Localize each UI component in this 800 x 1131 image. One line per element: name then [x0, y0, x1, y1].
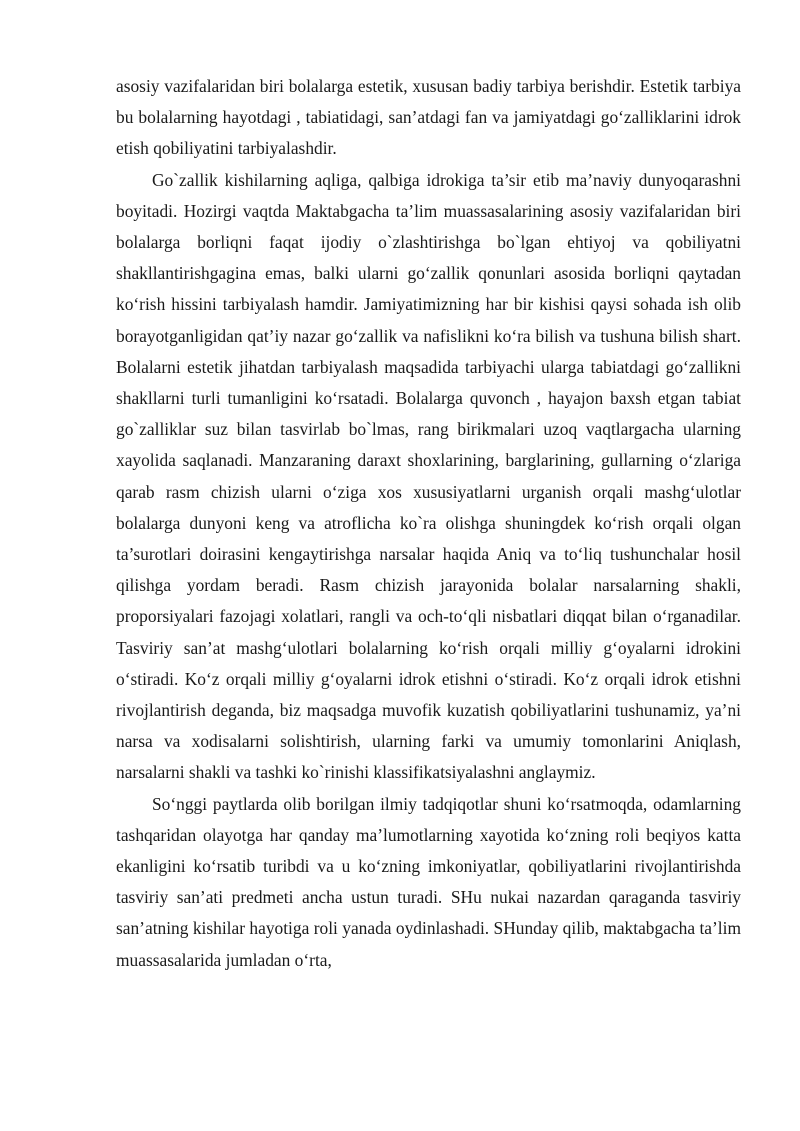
- paragraph-beauty: Go`zallik kishilarning aqliga, qalbiga idrokiga ta’sir etib ma’naviy dunyoqarashni boyitadi. Hozirgi vaqtda Maktabgacha ta’lim muassasalarining asosiy vazifalaridan biri bolalarga borliqni faqat ijodiy o`zlashtirishga bo`lgan ehtiyoj va qobiliyatni shakllantirishgagina emas, balki ularni go‘zallik qonunlari asosida borliqni qaytadan ko‘rish hissini tarbiyalash hamdir. Jamiyatimizning har bir kishisi qaysi sohada ish olib borayotganligidan qat’iy nazar go‘zallik va nafislikni ko‘ra bilish va tushuna bilish shart. Bolalarni estetik jihatdan tarbiyalash maqsadida tarbiyachi ularga tabiatdagi go‘zallikni shakllarni turli tumanligini ko‘rsatadi. Bolalarga quvonch , hayajon baxsh etgan tabiat go`zalliklar suz bilan tasvirlab bo`lmas, rang birikmalari uzoq vaqtlargacha ularning xayolida saqlanadi. Manzaraning daraxt shoxlarining, barglarining, gullarning o‘zlariga qarab rasm chizish ularni o‘ziga xos xususiyatlarni urganish orqali mashg‘ulotlar bolalarga dunyoni keng va atroflicha ko`ra olishga shuningdek ko‘rish orqali olgan ta’surotlari doirasini kengaytirishga narsalar haqida Aniq va to‘liq tushunchalar hosil qilishga yordam beradi. Rasm chizish jarayonida bolalar narsalarning shakli, proporsiyalari fazojagi xolatlari, rangli va och-to‘qli nisbatlari diqqat bilan o‘rganadilar. Tasviriy san’at mashg‘ulotlari bolalarning ko‘rish orqali milliy g‘oyalarni idrokini o‘stiradi. Ko‘z orqali milliy g‘oyalarni idrok etishni o‘stiradi. Ko‘z orqali idrok etishni rivojlantirish deganda, biz maqsadga muvofik kuzatish qobiliyatlarini tushunamiz, ya’ni narsa va xodisalarni solishtirish, ularning farki va umumiy tomonlarini Aniqlash, narsalarni shakli va tashki ko`rinishi klassifikatsiyalashni anglaymiz.: [116, 169, 741, 783]
- paragraph-continuation: asosiy vazifalaridan biri bolalarga estetik, xususan badiy tarbiya berishdir. Estetik tarbiya bu bolalarning hayotdagi , tabiatidagi, san’atdagi fan va jamiyatdagi go‘zalliklarini idrok etish qobiliyatini tarbiyalashdir.: [116, 76, 741, 159]
- document-body: [116, 71, 741, 976]
- paragraph-research: So‘nggi paytlarda olib borilgan ilmiy tadqiqotlar shuni ko‘rsatmoqda, odamlarning tashqaridan olayotga har qanday ma’lumotlarning xayotida ko‘zning roli beqiyos katta ekanligini ko‘rsatib turibdi va u ko‘zning imkoniyatlar, qobiliyatlarini rivojlantirishda tasviriy san’ati predmeti ancha ustun turadi. SHu nukai nazardan qaraganda tasviriy san’atning kishilar hayotiga roli yanada oydinlashadi. SHunday qilib, maktabgacha ta’lim muassasalarida jumladan o‘rta,: [116, 793, 741, 970]
